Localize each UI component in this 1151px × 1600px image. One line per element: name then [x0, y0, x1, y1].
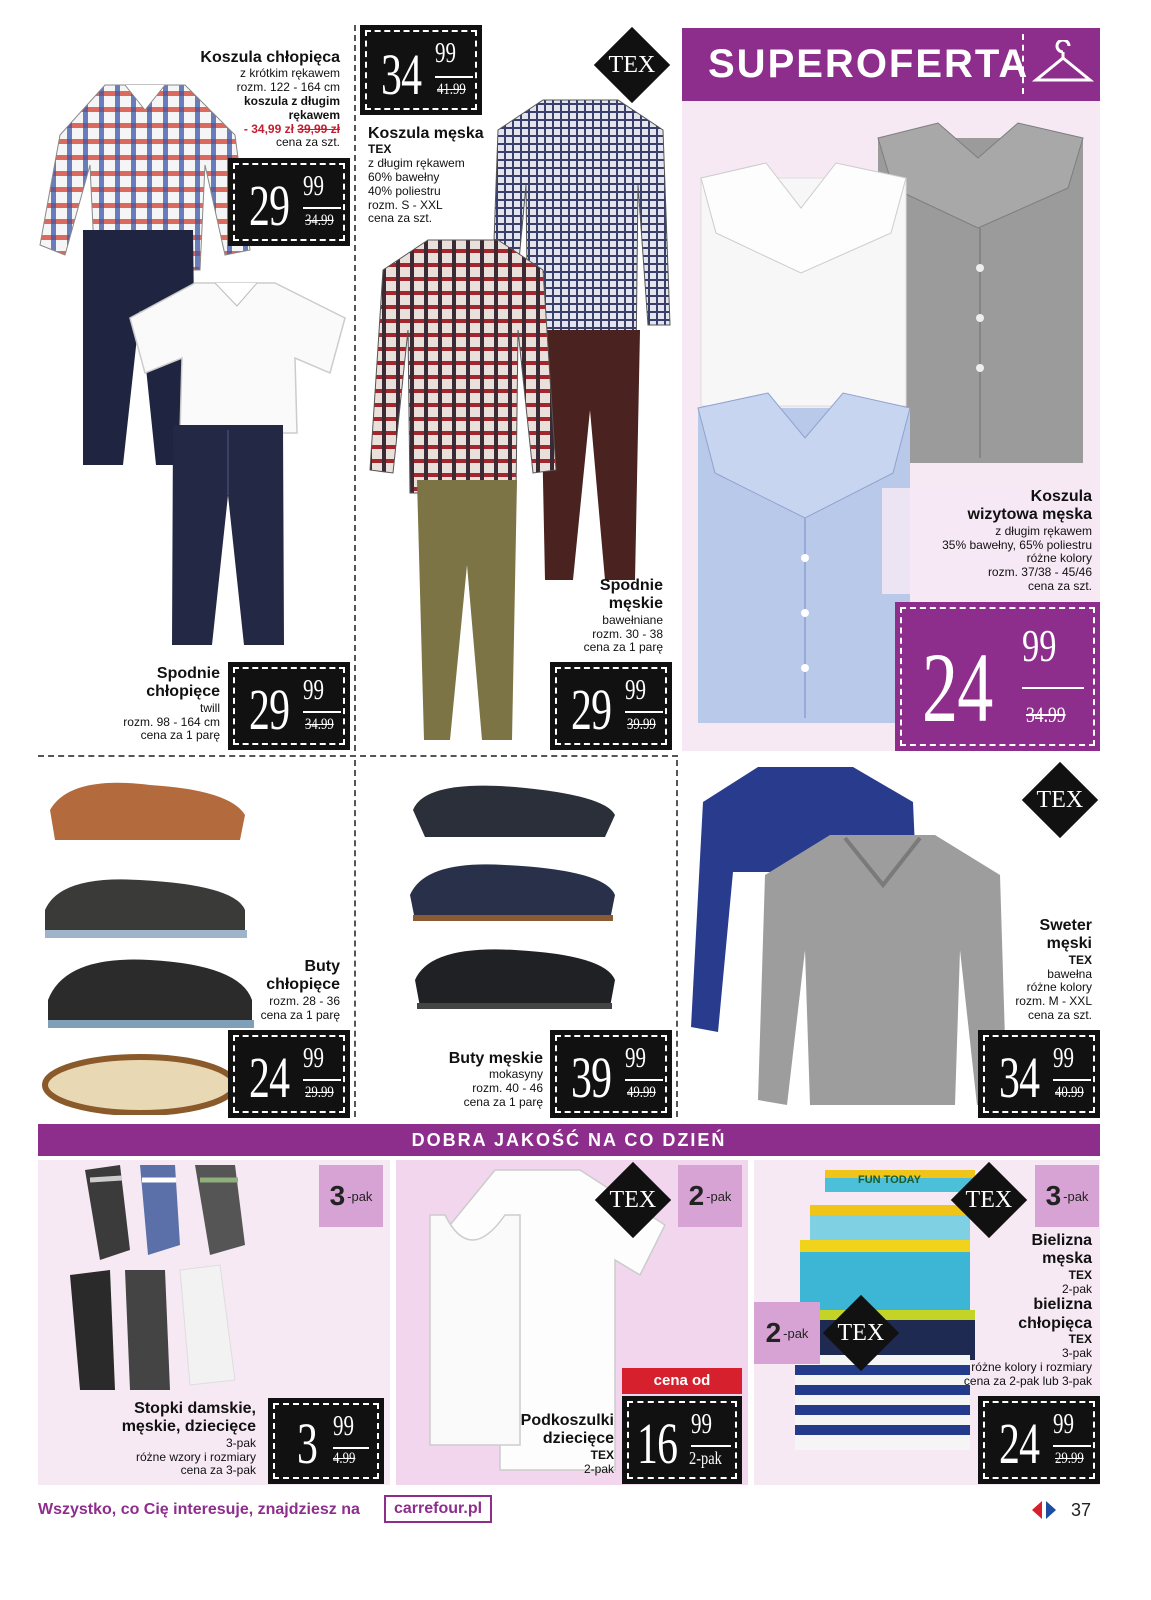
price-tag: 24 99 34.99	[895, 602, 1100, 751]
tex-brand-badge: TEX	[951, 1162, 1027, 1238]
price-tag: 34 99 40.99	[978, 1030, 1100, 1118]
carrefour-logo-icon	[1030, 1499, 1058, 1521]
price-tag: 29 99 34.99	[228, 158, 350, 246]
price-tag: 29 99 39.99	[550, 662, 672, 750]
dress-shirt-info: Koszula wizytowa męska z długim rękawem 35% bawełny, 65% poliestru różne kolory rozm. 37/38 - 45/46 cena za szt.	[882, 488, 1092, 594]
carrefour-link[interactable]: carrefour.pl	[384, 1495, 492, 1523]
boys-trousers-image	[168, 425, 288, 650]
underwear-info: Bielizna męska TEX 2-pak bielizna chłopięca TEX	[1018, 1232, 1092, 1347]
pack-badge: 2 -pak	[754, 1302, 820, 1364]
price-tag: 24 99 29.99	[228, 1030, 350, 1118]
price-from-label: cena od	[622, 1368, 742, 1394]
price-tag: 3 99 4.99	[268, 1398, 384, 1484]
mens-shirt-info: Koszula męska TEX z długim rękawem 60% bawełny 40% poliestru rozm. S - XXL cena za szt.	[368, 125, 484, 226]
footer-text: Wszystko, co Cię interesuje, znajdziesz na	[38, 1501, 360, 1518]
price-tag: 24 99 29.99	[978, 1396, 1100, 1484]
price-tag: 29 99 34.99	[228, 662, 350, 750]
pack-badge: 3 -pak	[319, 1165, 383, 1227]
price-tag: 16 99 2-pak	[622, 1396, 742, 1484]
divider	[38, 755, 678, 757]
tex-brand-badge: TEX	[595, 1162, 671, 1238]
underwear-info-extra: 3-pak różne kolory i rozmiary cena za 2-pak lub 3-pak	[963, 1346, 1092, 1388]
mens-khaki-trousers-image	[412, 480, 522, 745]
socks-image	[60, 1160, 270, 1395]
boxers-print: FUN TODAY	[858, 1174, 921, 1186]
mens-shoes-info: Buty męskie mokasyny rozm. 40 - 46 cena za 1 parę	[448, 1050, 543, 1109]
socks-info: Stopki damskie, męskie, dziecięce 3-pak różne wzory i rozmiary cena za 3-pak	[121, 1400, 256, 1478]
mens-trousers-info: Spodnie męskie bawełniane rozm. 30 - 38 cena za 1 parę	[583, 577, 663, 655]
mens-red-check-shirt-image	[368, 235, 558, 495]
product-title: Koszula chłopięca	[200, 49, 340, 66]
tex-brand-badge: TEX	[1022, 762, 1098, 838]
footer	[38, 1493, 1100, 1527]
sweater-info: Sweter męski TEX bawełna różne kolory rozm. M - XXL cena za szt.	[1015, 917, 1092, 1022]
price-tag: 39 99 49.99	[550, 1030, 672, 1118]
tex-brand-badge: TEX	[823, 1295, 899, 1371]
price-tag: 34 99 41.99	[360, 25, 482, 115]
hanger-icon	[1032, 40, 1094, 90]
superoferta-label: SUPEROFERTA	[708, 42, 1030, 86]
page-number: 37	[1071, 1500, 1092, 1520]
boys-shoes-image	[40, 770, 255, 1115]
pack-badge: 3 -pak	[1035, 1165, 1099, 1227]
quality-banner: DOBRA JAKOŚĆ NA CO DZIEŃ	[38, 1124, 1100, 1156]
undershirts-info: Podkoszulki dziecięce TEX 2-pak	[520, 1412, 614, 1476]
divider	[354, 25, 356, 751]
boys-white-shirt-image	[125, 278, 350, 438]
superoferta-header	[682, 28, 1100, 101]
divider	[354, 760, 356, 1117]
divider	[676, 760, 678, 1117]
mens-shoes-image	[405, 775, 620, 1030]
boys-shoes-info: Buty chłopięce rozm. 28 - 36 cena za 1 parę	[260, 958, 340, 1022]
white-shirt-image	[696, 158, 908, 408]
boys-trousers-info: Spodnie chłopięce twill rozm. 98 - 164 cm cena za 1 parę	[123, 665, 220, 743]
tex-brand-badge: TEX	[594, 27, 670, 103]
boys-shirt-info: Koszula chłopięca z krótkim rękawem rozm. 122 - 164 cm koszula z długim rękawem - 34,99 zł 39,99 zł cena za szt.	[120, 49, 340, 150]
pack-badge: 2 -pak	[678, 1165, 742, 1227]
